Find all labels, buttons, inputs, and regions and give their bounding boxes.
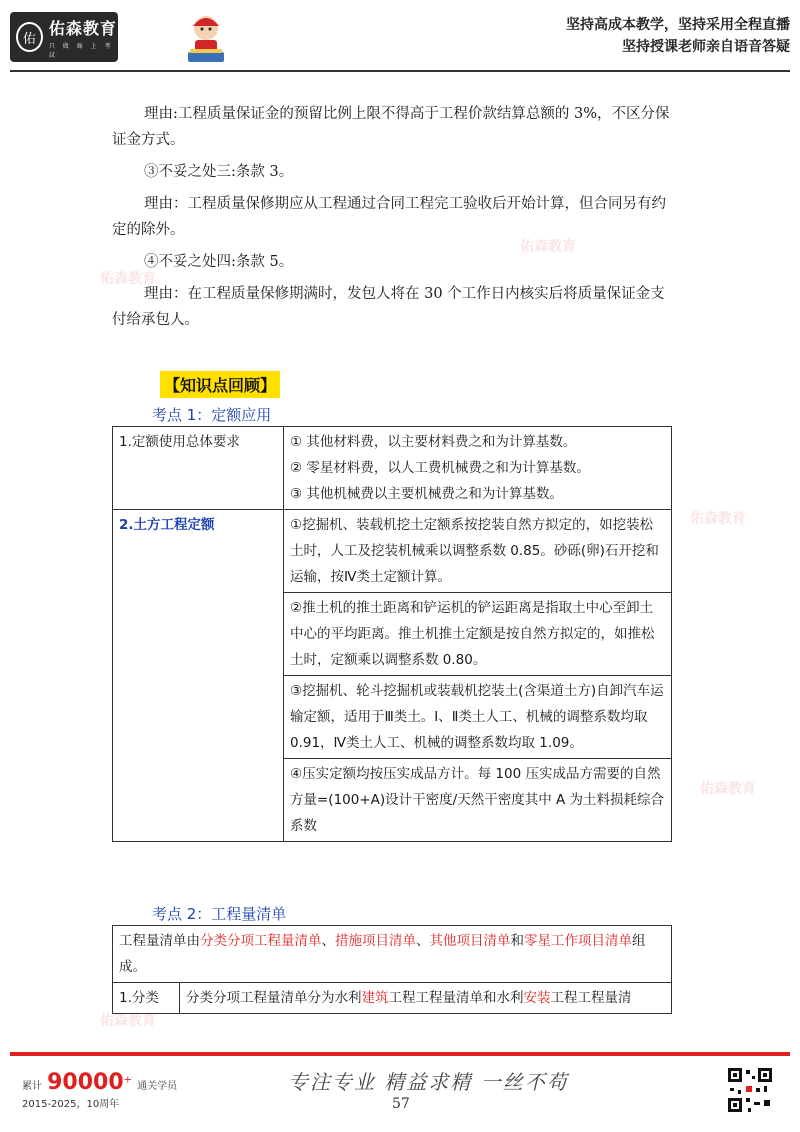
cum-plus: + (123, 1074, 133, 1086)
table-row (113, 510, 672, 593)
row-content: ①挖掘机、装载机挖土定额系按挖装自然方拟定的，如挖装松土时，人工及挖装机械乘以调整系数 0.85。砂砾(卵)石开挖和运输，按Ⅳ类土定额计算。 (284, 510, 672, 593)
quota-table (112, 426, 672, 842)
watermark: 佑森教育 (100, 271, 156, 287)
watermark: 佑森教育 (690, 511, 746, 527)
footer-stats (22, 1070, 177, 1110)
watermark: 佑森教育 (100, 1013, 156, 1029)
row-text: 工程工程量清单和水利 (388, 990, 524, 1006)
page-number: 57 (392, 1096, 410, 1112)
cum-label: 累计 (22, 1081, 42, 1092)
knowledge-point-2: 考点 2：工程量清单 (152, 905, 287, 923)
watermark: 佑森教育 (700, 781, 756, 797)
list-item: ③ 其他机械费以主要机械费之和为计算基数。 (290, 486, 563, 502)
row-text: 分类分项工程量清单分为水利 (186, 990, 362, 1006)
intro-highlight: 措施项目清单 (335, 933, 416, 949)
years-label: 2015-2025，10周年 (22, 1099, 120, 1110)
intro-highlight: 零星工作项目清单 (524, 933, 632, 949)
qr-code-icon (726, 1066, 774, 1114)
list-item: ② 零星材料费，以人工费机械费之和为计算基数。 (290, 460, 590, 476)
slogan-line-1: 坚持高成本教学，坚持采用全程直播 (566, 17, 790, 33)
bill-of-quantities-table (112, 925, 672, 1014)
answer-body (112, 101, 672, 333)
logo-name: 佑森教育 (48, 18, 117, 38)
paragraph: 理由：在工程质量保修期满时，发包人将在 30 个工作日内核实后将质量保证金支付给承包人。 (112, 286, 665, 328)
intro-text: 、 (321, 933, 335, 949)
table-row (113, 983, 672, 1014)
table-row (113, 427, 672, 510)
knowledge-review-title: 【知识点回顾】 (160, 371, 280, 398)
row-label: 1.分类 (113, 983, 180, 1014)
slogans (566, 14, 790, 58)
list-item: ① 其他材料费，以主要材料费之和为计算基数。 (290, 434, 577, 450)
row-label: 1.定额使用总体要求 (113, 427, 284, 510)
row-label: 2.土方工程定额 (113, 510, 284, 842)
watermark: 佑森教育 (520, 239, 576, 255)
row-highlight: 安装 (523, 990, 551, 1006)
intro-highlight: 其他项目清单 (429, 933, 511, 949)
row-text: 工程工程量清 (550, 990, 632, 1006)
paragraph: 理由：工程质量保修期应从工程通过合同工程完工验收后开始计算，但合同另有约定的除外。 (112, 196, 666, 238)
logo-seal-icon: 佑 (16, 22, 43, 52)
footer-motto: 专注专业 精益求精 一丝不苟 (288, 1070, 569, 1094)
footer-divider (10, 1052, 790, 1056)
table-row (113, 926, 672, 983)
cum-suffix: 通关学员 (137, 1081, 178, 1092)
page-header (10, 8, 790, 66)
logo-subtitle: 只 做 線 上 考 試 (48, 42, 114, 59)
paragraph: 理由:工程质量保证金的预留比例上限不得高于工程价款结算总额的 3%，不区分保证金方式。 (112, 106, 670, 148)
row-content: ②推土机的推土距离和铲运机的铲运距离是指取土中心至卸土中心的平均距离。推土机推土定额是按自然方拟定的，如推松土时，定额乘以调整系数 0.80。 (284, 593, 672, 676)
slogan-line-2: 坚持授课老师亲自语音答疑 (622, 39, 790, 55)
row-content (284, 427, 672, 510)
intro-text: 工程量清单由 (119, 933, 200, 949)
row-content: ③挖掘机、轮斗挖掘机或装载机挖装土(含渠道土方)自卸汽车运输定额，适用于Ⅲ类土。Ⅰ、Ⅱ类土人工、机械的调整系数均取 0.91，Ⅳ类土人工、机械的调整系数均取 1.09。 (284, 676, 672, 759)
paragraph: ④不妥之处四:条款 5。 (144, 254, 294, 270)
row-content: ④压实定额均按压实成品方计。每 100 压实成品方需要的自然方量=(100+A)设计干密度/天然干密度其中 A 为土料损耗综合系数 (284, 759, 672, 842)
mascot-icon (182, 12, 230, 64)
intro-text: 、 (416, 933, 430, 949)
brand-logo (10, 12, 118, 62)
cum-number: 90000 (47, 1070, 124, 1095)
row-content (180, 983, 672, 1014)
intro-text: 组成。 (119, 933, 646, 975)
intro-text: 和 (510, 933, 524, 949)
intro-highlight: 分类分项工程量清单 (200, 933, 322, 949)
knowledge-point-1: 考点 1：定额应用 (152, 406, 272, 424)
paragraph: ③不妥之处三:条款 3。 (144, 164, 294, 180)
row-highlight: 建筑 (361, 990, 389, 1006)
intro-cell (113, 926, 672, 983)
header-divider (10, 70, 790, 72)
